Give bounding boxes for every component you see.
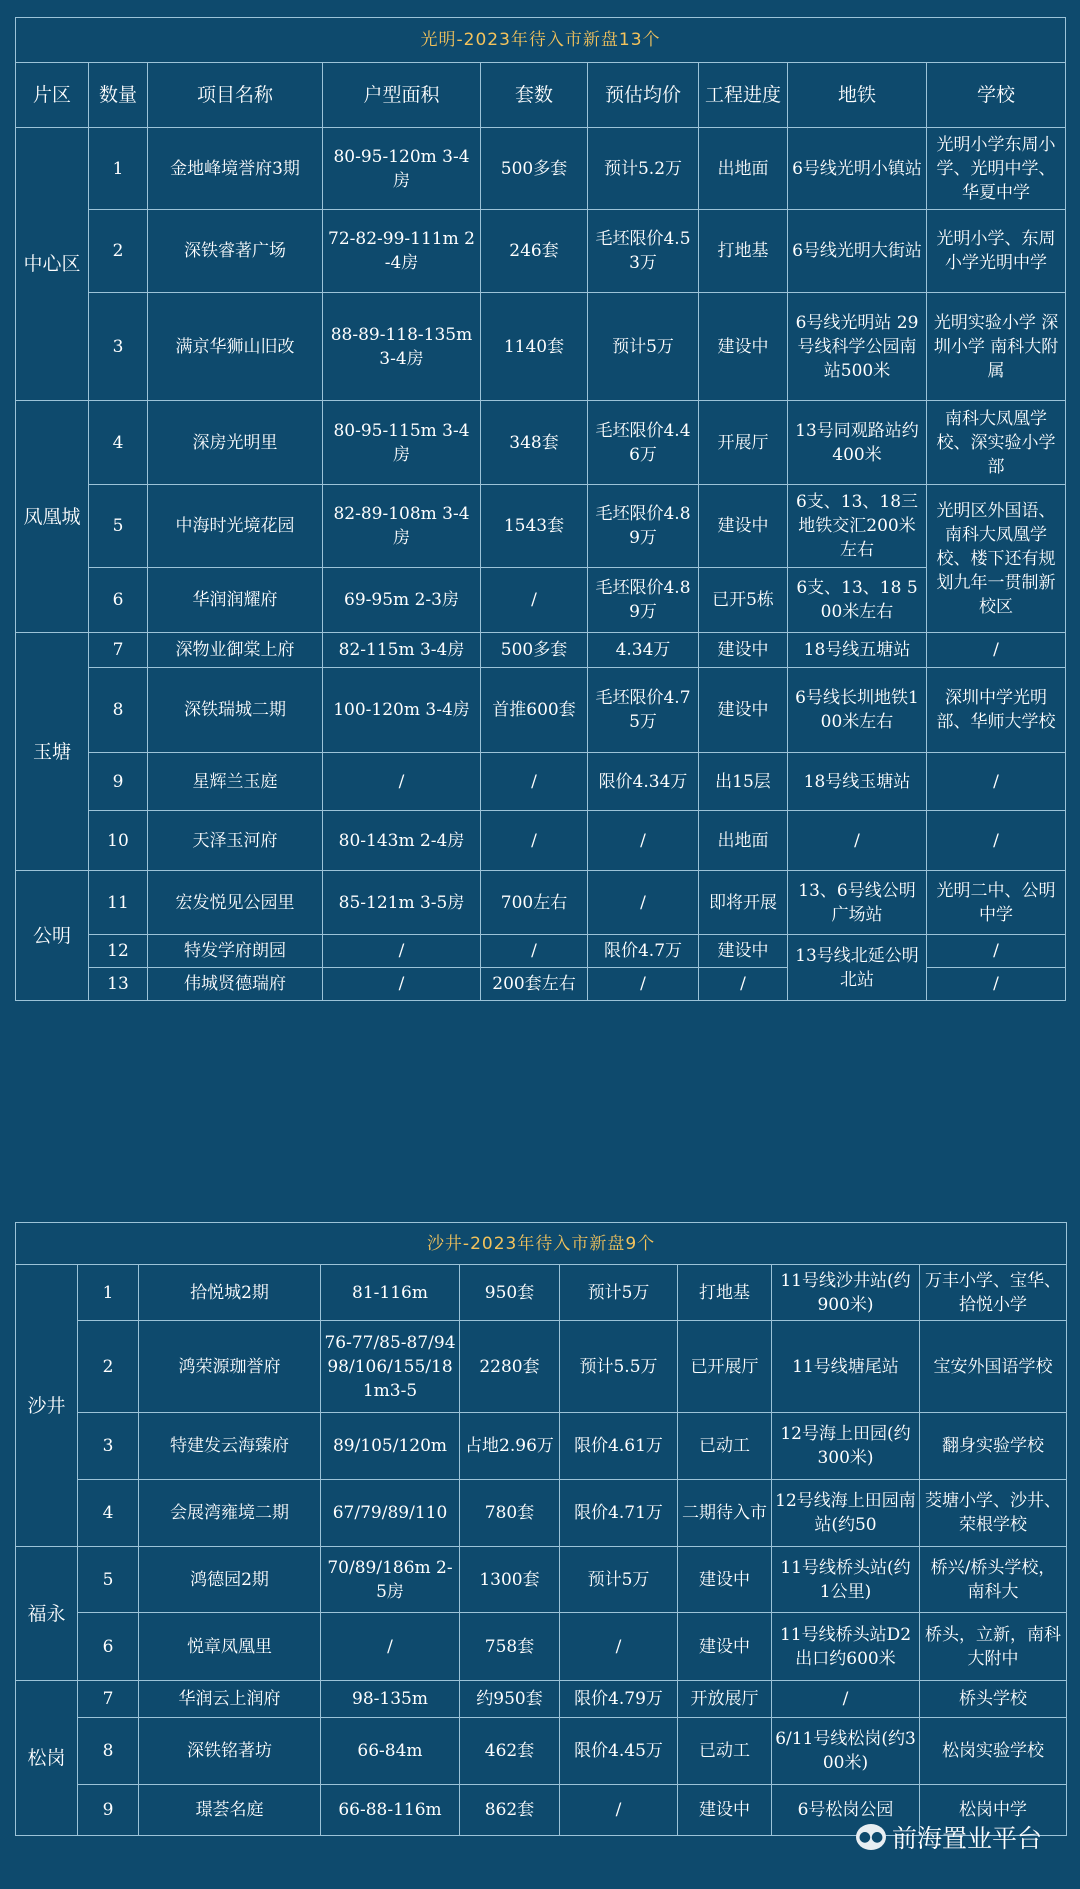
unit-count-cell: 780套 [460,1480,560,1547]
unit-area-cell: / [321,1613,460,1681]
table-row [16,871,1066,935]
unit-area-cell: 89/105/120m [321,1413,460,1480]
est-price-cell: 限价4.71万 [560,1480,678,1547]
table-row [16,401,1066,485]
est-price-cell: 预计5万 [560,1265,678,1321]
unit-count-cell: / [481,811,588,871]
progress-cell: 开放展厅 [678,1681,772,1718]
project-name-cell: 会展湾雍境二期 [139,1480,321,1547]
header-row [16,63,1066,128]
project-name-cell: 璟荟名庭 [139,1785,321,1836]
est-price-cell: 预计5万 [560,1547,678,1613]
school-cell: 光明小学、东周小学光明中学 [927,210,1066,293]
school-cell: 光明区外国语、南科大凤凰学校、楼下还有规划九年一贯制新校区 [927,485,1066,633]
table-row [16,1480,1067,1547]
unit-count-cell: 862套 [460,1785,560,1836]
unit-count-cell: 1140套 [481,293,588,401]
est-price-cell: 限价4.45万 [560,1718,678,1785]
table-row [16,753,1066,811]
table-row [16,1413,1067,1480]
row-number-cell: 6 [89,568,148,633]
unit-area-cell: 76-77/85-87/9498/106/155/181m3-5 [321,1321,460,1413]
metro-cell: / [788,811,927,871]
row-number-cell: 1 [78,1265,139,1321]
row-number-cell: 6 [78,1613,139,1681]
project-name-cell: 中海时光境花园 [148,485,323,568]
metro-cell: 6支、13、18 500米左右 [788,568,927,633]
est-price-cell: 毛坯限价4.89万 [588,568,699,633]
table-row [16,633,1066,668]
zone-cell: 公明 [16,871,89,1001]
row-number-cell: 9 [89,753,148,811]
zone-cell: 松岗 [16,1681,78,1836]
project-name-cell: 特建发云海臻府 [139,1413,321,1480]
progress-cell: 已动工 [678,1718,772,1785]
unit-count-cell: 700左右 [481,871,588,935]
unit-count-cell: 758套 [460,1613,560,1681]
progress-cell: 建设中 [699,293,788,401]
school-cell: / [927,935,1066,968]
school-cell: 桥头学校 [920,1681,1067,1718]
row-number-cell: 5 [89,485,148,568]
column-header: 套数 [481,63,588,128]
project-name-cell: 悦章凤凰里 [139,1613,321,1681]
metro-cell: 12号线海上田园南站(约50 [772,1480,920,1547]
row-number-cell: 2 [89,210,148,293]
table-title: 光明-2023年待入市新盘13个 [16,18,1066,63]
unit-count-cell: / [481,568,588,633]
progress-cell: 二期待入市 [678,1480,772,1547]
metro-cell: 6支、13、18三地铁交汇200米左右 [788,485,927,568]
table-row [16,1321,1067,1413]
metro-cell: 6号线光明大街站 [788,210,927,293]
project-name-cell: 满京华狮山旧改 [148,293,323,401]
school-cell: 南科大凤凰学校、深实验小学部 [927,401,1066,485]
column-header: 地铁 [788,63,927,128]
unit-count-cell: 1300套 [460,1547,560,1613]
metro-cell: 13号同观路站约400米 [788,401,927,485]
project-name-cell: 华润云上润府 [139,1681,321,1718]
progress-cell: 已开展厅 [678,1321,772,1413]
unit-count-cell: 首推600套 [481,668,588,753]
column-header: 项目名称 [148,63,323,128]
metro-cell: 6号线长圳地铁100米左右 [788,668,927,753]
unit-area-cell: 81-116m [321,1265,460,1321]
school-cell: 万丰小学、宝华、拾悦小学 [920,1265,1067,1321]
est-price-cell: 毛坯限价4.89万 [588,485,699,568]
est-price-cell: / [588,811,699,871]
table-row [16,811,1066,871]
est-price-cell: / [560,1785,678,1836]
est-price-cell: 4.34万 [588,633,699,668]
school-cell: 桥头，立新，南科大附中 [920,1613,1067,1681]
est-price-cell: 预计5.2万 [588,128,699,210]
metro-cell: 6号线光明站 29号线科学公园南站500米 [788,293,927,401]
unit-area-cell: / [323,935,481,968]
project-name-cell: 深物业御棠上府 [148,633,323,668]
progress-cell: 开展厅 [699,401,788,485]
progress-cell: / [699,968,788,1001]
zone-cell: 凤凰城 [16,401,89,633]
unit-count-cell: 约950套 [460,1681,560,1718]
unit-count-cell: 462套 [460,1718,560,1785]
school-cell: 光明实验小学 深圳小学 南科大附属 [927,293,1066,401]
project-name-cell: 宏发悦见公园里 [148,871,323,935]
metro-cell: 12号海上田园(约300米) [772,1413,920,1480]
school-cell: 光明二中、公明中学 [927,871,1066,935]
project-name-cell: 深房光明里 [148,401,323,485]
column-header: 户型面积 [323,63,481,128]
row-number-cell: 9 [78,1785,139,1836]
row-number-cell: 5 [78,1547,139,1613]
project-name-cell: 星辉兰玉庭 [148,753,323,811]
progress-cell: 建设中 [699,668,788,753]
progress-cell: 即将开展 [699,871,788,935]
est-price-cell: 限价4.7万 [588,935,699,968]
project-name-cell: 特发学府朗园 [148,935,323,968]
unit-area-cell: 88-89-118-135m 3-4房 [323,293,481,401]
school-cell: 宝安外国语学校 [920,1321,1067,1413]
row-number-cell: 1 [89,128,148,210]
metro-cell: 11号线沙井站(约900米) [772,1265,920,1321]
table-row [16,1547,1067,1613]
row-number-cell: 7 [78,1681,139,1718]
table-row [16,1718,1067,1785]
column-header: 学校 [927,63,1066,128]
unit-area-cell: 82-89-108m 3-4房 [323,485,481,568]
row-number-cell: 3 [89,293,148,401]
metro-cell: 6/11号线松岗(约300米) [772,1718,920,1785]
progress-cell: 建设中 [699,935,788,968]
watermark-text: 前海置业平台 [891,1824,1042,1853]
unit-count-cell: / [481,753,588,811]
table-row [16,210,1066,293]
metro-cell: 18号线五塘站 [788,633,927,668]
unit-area-cell: 82-115m 3-4房 [323,633,481,668]
school-cell: 松岗实验学校 [920,1718,1067,1785]
unit-area-cell: / [323,968,481,1001]
project-name-cell: 深铁铭著坊 [139,1718,321,1785]
column-header: 片区 [16,63,89,128]
unit-area-cell: 69-95m 2-3房 [323,568,481,633]
unit-area-cell: / [323,753,481,811]
column-header: 工程进度 [699,63,788,128]
project-name-cell: 金地峰境誉府3期 [148,128,323,210]
unit-count-cell: 2280套 [460,1321,560,1413]
unit-area-cell: 66-88-116m [321,1785,460,1836]
metro-cell: 11号线塘尾站 [772,1321,920,1413]
unit-area-cell: 66-84m [321,1718,460,1785]
unit-area-cell: 80-95-120m 3-4房 [323,128,481,210]
table-row [16,1265,1067,1321]
metro-cell: 13号线北延公明北站 [788,935,927,1001]
shajing-table [15,1222,1067,1836]
row-number-cell: 3 [78,1413,139,1480]
unit-area-cell: 72-82-99-111m 2-4房 [323,210,481,293]
est-price-cell: 毛坯限价4.53万 [588,210,699,293]
row-number-cell: 8 [78,1718,139,1785]
unit-count-cell: 500多套 [481,633,588,668]
school-cell: / [927,753,1066,811]
metro-cell: 11号线桥头站D2出口约600米 [772,1613,920,1681]
unit-area-cell: 98-135m [321,1681,460,1718]
est-price-cell: 限价4.79万 [560,1681,678,1718]
unit-count-cell: / [481,935,588,968]
est-price-cell: 限价4.61万 [560,1413,678,1480]
row-number-cell: 7 [89,633,148,668]
metro-cell: / [772,1681,920,1718]
table-row [16,935,1066,968]
zone-cell: 中心区 [16,128,89,401]
progress-cell: 已开5栋 [699,568,788,633]
table-row [16,668,1066,753]
est-price-cell: 毛坯限价4.75万 [588,668,699,753]
progress-cell: 建设中 [699,633,788,668]
est-price-cell: 毛坯限价4.46万 [588,401,699,485]
school-cell: / [927,811,1066,871]
unit-area-cell: 70/89/186m 2-5房 [321,1547,460,1613]
school-cell: 茭塘小学、沙井、荣根学校 [920,1480,1067,1547]
school-cell: 深圳中学光明部、华师大学校 [927,668,1066,753]
unit-area-cell: 80-143m 2-4房 [323,811,481,871]
school-cell: 光明小学东周小学、光明中学、华夏中学 [927,128,1066,210]
school-cell: 翻身实验学校 [920,1413,1067,1480]
progress-cell: 打地基 [699,210,788,293]
est-price-cell: 预计5万 [588,293,699,401]
project-name-cell: 天泽玉河府 [148,811,323,871]
metro-cell: 6号线光明小镇站 [788,128,927,210]
row-number-cell: 10 [89,811,148,871]
project-name-cell: 鸿德园2期 [139,1547,321,1613]
progress-cell: 建设中 [699,485,788,568]
column-header: 预估均价 [588,63,699,128]
wechat-icon: ●● [856,1824,886,1850]
row-number-cell: 13 [89,968,148,1001]
unit-count-cell: 200套左右 [481,968,588,1001]
progress-cell: 建设中 [678,1547,772,1613]
table-row [16,293,1066,401]
progress-cell: 已动工 [678,1413,772,1480]
row-number-cell: 4 [78,1480,139,1547]
project-name-cell: 拾悦城2期 [139,1265,321,1321]
row-number-cell: 11 [89,871,148,935]
metro-cell: 18号线玉塘站 [788,753,927,811]
progress-cell: 建设中 [678,1785,772,1836]
est-price-cell: 预计5.5万 [560,1321,678,1413]
watermark [856,1819,1042,1855]
est-price-cell: 限价4.34万 [588,753,699,811]
est-price-cell: / [588,871,699,935]
table-row [16,1681,1067,1718]
unit-count-cell: 1543套 [481,485,588,568]
zone-cell: 沙井 [16,1265,78,1547]
unit-count-cell: 348套 [481,401,588,485]
guangming-table [15,17,1066,1001]
unit-count-cell: 占地2.96万 [460,1413,560,1480]
project-name-cell: 伟城贤德瑞府 [148,968,323,1001]
table-title: 沙井-2023年待入市新盘9个 [16,1223,1067,1265]
school-cell: / [927,968,1066,1001]
project-name-cell: 深铁睿著广场 [148,210,323,293]
project-name-cell: 鸿荣源珈誉府 [139,1321,321,1413]
table-row [16,128,1066,210]
table-row [16,568,1066,633]
unit-count-cell: 500多套 [481,128,588,210]
zone-cell: 福永 [16,1547,78,1681]
progress-cell: 打地基 [678,1265,772,1321]
row-number-cell: 12 [89,935,148,968]
project-name-cell: 深铁瑞城二期 [148,668,323,753]
unit-area-cell: 80-95-115m 3-4房 [323,401,481,485]
unit-area-cell: 85-121m 3-5房 [323,871,481,935]
progress-cell: 建设中 [678,1613,772,1681]
school-cell: 桥兴/桥头学校，南科大 [920,1547,1067,1613]
progress-cell: 出15层 [699,753,788,811]
school-cell: / [927,633,1066,668]
metro-cell: 13、6号线公明广场站 [788,871,927,935]
unit-count-cell: 950套 [460,1265,560,1321]
est-price-cell: / [560,1613,678,1681]
row-number-cell: 4 [89,401,148,485]
progress-cell: 出地面 [699,128,788,210]
metro-cell: 6号松岗公园 [772,1785,920,1836]
zone-cell: 玉塘 [16,633,89,871]
unit-count-cell: 246套 [481,210,588,293]
unit-area-cell: 100-120m 3-4房 [323,668,481,753]
table-row [16,1613,1067,1681]
row-number-cell: 8 [89,668,148,753]
unit-area-cell: 67/79/89/110 [321,1480,460,1547]
column-header: 数量 [89,63,148,128]
est-price-cell: / [588,968,699,1001]
metro-cell: 11号线桥头站(约1公里) [772,1547,920,1613]
project-name-cell: 华润润耀府 [148,568,323,633]
table-row [16,485,1066,568]
school-cell: 松岗中学 [920,1785,1067,1836]
row-number-cell: 2 [78,1321,139,1413]
progress-cell: 出地面 [699,811,788,871]
